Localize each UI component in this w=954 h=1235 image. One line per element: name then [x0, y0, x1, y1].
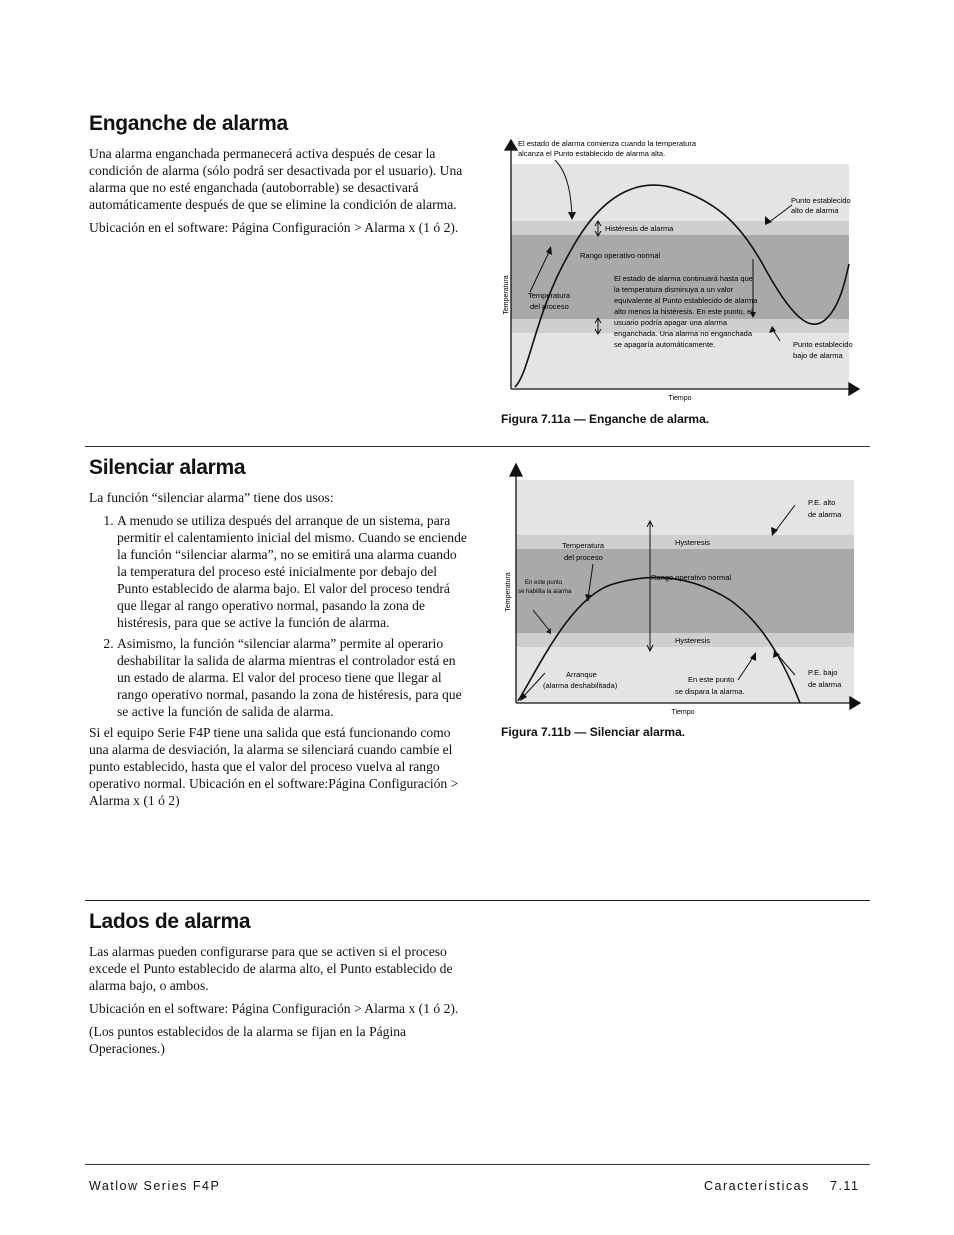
section-divider: [85, 900, 870, 901]
paragraph: (Los puntos establecidos de la alarma se fijan en la Página Operaciones.): [89, 1024, 407, 1056]
section-body-enganche: [89, 145, 469, 242]
label-low-setpoint: P.E. bajo de alarma: [808, 668, 842, 689]
paragraph: Si el equipo Serie F4P tiene una salida que está funcionando como una alarma de desviación, la alarma se silenciará cuando cambie el punto establecido, hasta que el valor del proceso vuelva al rango operativo normal. Ubicación en el software:Página Configuración > Alarma x (1 ó 2): [89, 725, 459, 808]
section-title-silenciar: Silenciar alarma: [89, 456, 246, 479]
section-title-enganche: Enganche de alarma: [89, 112, 288, 135]
footer-product: Watlow Series F4P: [89, 1179, 221, 1193]
x-axis-label: Tiempo: [671, 709, 695, 716]
paragraph: Ubicación en el software: Página Configuración > Alarma x (1 ó 2).: [89, 1001, 459, 1016]
figure-alarm-silencing: [500, 460, 870, 720]
label-normal-range: Rango operativo normal: [651, 573, 732, 582]
footer-section: Características: [704, 1179, 810, 1193]
annotation-startup: Arranque (alarma deshabilitada): [543, 670, 618, 690]
label-high-setpoint: P.E. alto de alarma: [808, 498, 842, 519]
x-axis-label: Tiempo: [668, 395, 692, 402]
annotation-top: El estado de alarma comienza cuando la temperatura alcanza el Punto establecido de alarma alta.: [518, 139, 697, 158]
footer-rule: [85, 1164, 870, 1165]
annotation-alarm-enabled: En este punto se habilita la alarma: [518, 580, 572, 595]
label-hysteresis-top: Hysteresis: [675, 538, 711, 547]
numbered-list: [89, 512, 469, 720]
label-hysteresis-bottom: Hysteresis: [675, 636, 711, 645]
list-item: 1. A menudo se utiliza después del arranque de un sistema, para permitir el calentamiento inicial del mismo. Cuando se enciende la función “silenciar alarma”, no se emitirá una alarma cuando la temperatura del proceso esté inicialmente por debajo del Punto establecido de alarma bajo. El valor del proceso tendrá que llegar al rango operativo normal, pasando la zona de histéresis, para que se active la función de alarma.: [117, 512, 469, 631]
figure-alarm-latching: [495, 132, 870, 407]
y-axis-label: Temperatura: [503, 275, 510, 315]
paragraph: Las alarmas pueden configurarse para que se activen si el proceso excede el Punto establecido de alarma alto, el Punto establecido de alarma bajo, o ambos.: [89, 944, 453, 993]
footer-page-number: 7.11: [830, 1179, 860, 1193]
paragraph: Una alarma enganchada permanecerá activa después de cesar la condición de alarma (sólo podrá ser desactivada por el usuario). Una alarma que no esté enganchada (autoborrable) se desactivará automáticamente después de que se elimine la condición de alarma.: [89, 146, 463, 212]
hysteresis-band-top: [511, 221, 849, 235]
label-hysteresis: Histéresis de alarma: [605, 224, 674, 233]
y-axis-label: Temperatura: [505, 572, 512, 612]
figure-caption: Figura 7.11a — Enganche de alarma.: [501, 412, 710, 426]
label-normal-range: Rango operativo normal: [580, 251, 661, 260]
label-process-temperature: Temperatura del proceso: [528, 291, 571, 311]
section-body-silenciar: [89, 489, 469, 815]
annotation-alarm-trigger: En este punto se dispara la alarma.: [675, 675, 745, 696]
label-process-temperature: Temperatura del proceso: [562, 541, 605, 562]
label-high-setpoint: Punto establecido alto de alarma: [791, 196, 851, 215]
section-body-lados: [89, 943, 469, 1063]
annotation-latched: El estado de alarma continuará hasta que la temperatura disminuya a un valor equivalente al Punto establecido de alarma alto menos la histéresis. En este punto, el usuario podría apagar una alarma enganchada. Una alarma no enganchada se apagaría automáticamente.: [614, 274, 758, 349]
paragraph: Ubicación en el software: Página Configuración > Alarma x (1 ó 2).: [89, 220, 459, 235]
list-item: 2. Asimismo, la función “silenciar alarma” permite al operario deshabilitar la salida de alarma mientras el controlador está en un estado de alarma. El valor del proceso tiene que llegar al rango operativo normal, pasando la zona de histéresis, para que se active la función de salida de alarma.: [117, 635, 469, 720]
paragraph: La función “silenciar alarma” tiene dos usos:: [89, 490, 334, 505]
section-title-lados: Lados de alarma: [89, 910, 251, 933]
section-divider: [85, 446, 870, 447]
label-low-setpoint: Punto establecido bajo de alarma: [793, 340, 853, 360]
figure-caption: Figura 7.11b — Silenciar alarma.: [501, 725, 686, 739]
